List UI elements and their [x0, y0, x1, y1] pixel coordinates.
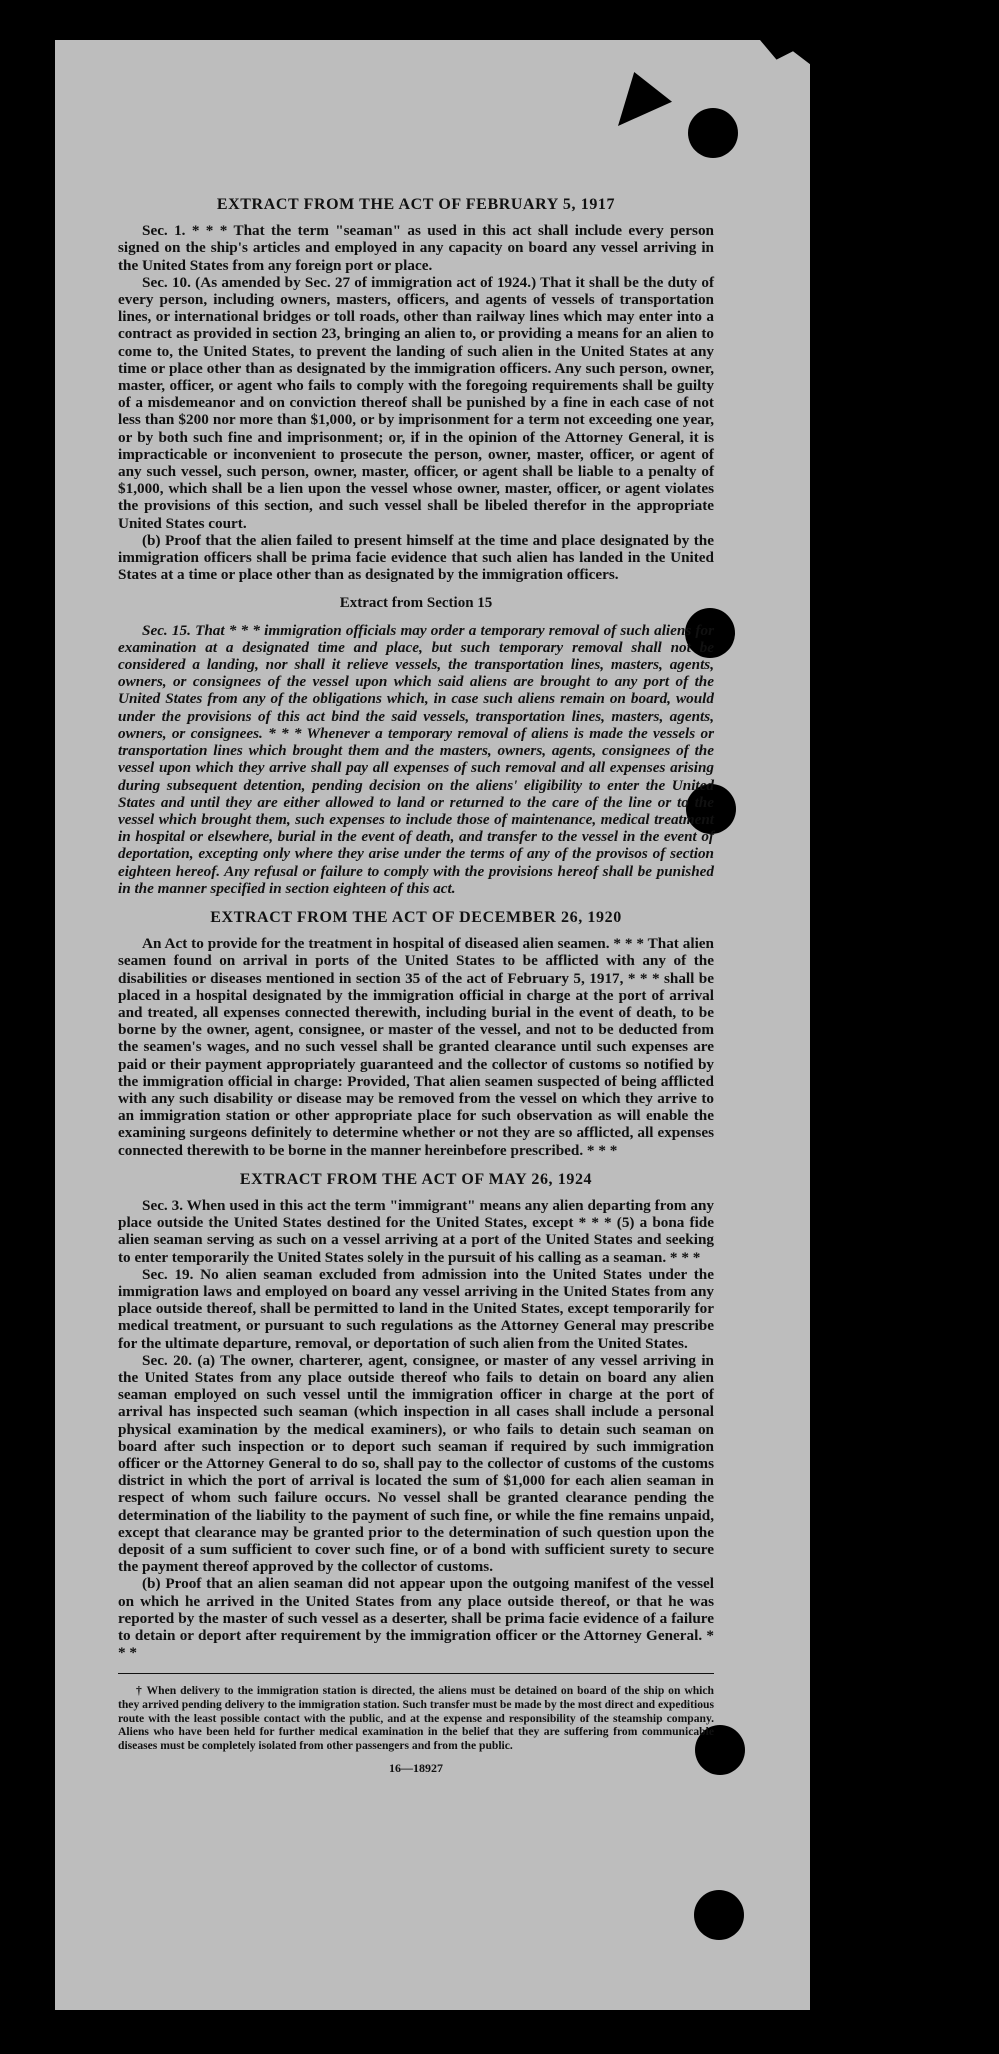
heading-act-1920: EXTRACT FROM THE ACT OF DECEMBER 26, 1920 — [210, 908, 622, 926]
heading-section-15: Extract from Section 15 — [339, 595, 493, 612]
paragraph-sec-10-b: (b) Proof that the alien failed to present himself at the time and place designated by the immigration officers shall be prima facie evidence that such alien has landed in the United States at a time or place other than as designated by the immigration officers. — [118, 531, 714, 584]
paragraph-sec-19: Sec. 19. No alien seaman excluded from admission into the United States under the immigration laws and employed on board any vessel arriving in the United States from any place outside thereof, shall be permitted to land in the United States, except temporarily for medical treatment, or pursuant to such regulations as the Attorney General may prescribe for the ultimate departure, removal, or deportation of such alien from the United States. — [118, 1265, 714, 1352]
punch-hole — [694, 1890, 744, 1940]
heading-act-1924: EXTRACT FROM THE ACT OF MAY 26, 1924 — [239, 1170, 593, 1188]
footnote: † When delivery to the immigration station is directed, the aliens must be detained on board of the ship on which they arrived pending delivery to the immigration station. Such transfer must be made by the most direct and expeditious route with the least possible contact with the public, and at the expense and responsibility of the steamship company. Aliens who have been held for further medical examination in the belief that they are suffering from communicable diseases must be completely isolated from other passengers and from the public. — [118, 1684, 714, 1752]
paragraph-sec-15: Sec. 15. That * * * immigration officials may order a temporary removal of such aliens for examination at a designated time and place, but such temporary removal shall not be considered a landing, nor shall it relieve vessels, the transportation lines, masters, agents, owners, or consignees of the vessel upon which said aliens are brought to any port of the United States from any of the obligations which, in case such aliens remain on board, would under the provisions of this act bind the said vessels, transportation lines, masters, agents, owners, or consignees. * * * Whenever a temporary removal of aliens is made the vessels or transportation lines which brought them and the masters, owners, agents, consignees of the vessel upon which they arrive shall pay all expenses of such removal and all expenses arising during subsequent detention, pending decision on the aliens' eligibility to enter the United States and until they are either allowed to land or returned to the care of the line or to the vessel which brought them, such expenses to include those of maintenance, medical treatment in hospital or elsewhere, burial in the event of death, and transfer to the vessel in the event of deportation, excepting only where they arise under the terms of any of the provisos of section eighteen hereof. Any refusal or failure to comply with the provisions hereof shall be punished in the manner specified in section eighteen of this act. — [118, 621, 714, 897]
punch-hole — [688, 108, 738, 158]
footnote-divider — [118, 1673, 714, 1674]
paragraph-act-1920: An Act to provide for the treatment in hospital of diseased alien seamen. * * * That alien seamen found on arrival in ports of the United States to be afflicted with any of the disabilities or diseases mentioned in section 35 of the act of February 5, 1917, * * * shall be placed in a hospital designated by the immigration official in charge at the port of arrival and treated, all expenses connected therewith, including burial in the event of death, to be borne by the owner, agent, consignee, or master of the vessel, and not to be deducted from the seamen's wages, and no such vessel shall be granted clearance until such expenses are paid or their payment appropriately guaranteed and the collector of customs so notified by the immigration official in charge: Provided, That alien seamen suspected of being afflicted with any such disability or disease may be removed from the vessel on which they arrive to an immigration station or other appropriate place for such observation as will enable the examining surgeons definitely to determine whether or not they are so afflicted, all expenses connected therewith to be borne in the manner hereinbefore prescribed. * * * — [118, 935, 714, 1159]
paragraph-sec-20: Sec. 20. (a) The owner, charterer, agent, consignee, or master of any vessel arriving in the United States from any place outside thereof who fails to detain on board any alien seaman employed on such vessel until the immigration officer in charge at the port of arrival has inspected such seaman (which inspection in all cases shall include a personal physical examination by the medical examiners), or who fails to detain such seaman on board after such inspection or to deport such seaman if required by such immigration officer or the Attorney General to do so, shall pay to the collector of customs of the customs district in which the port of arrival is located the sum of $1,000 for each alien seaman in respect of whom such failure occurs. No vessel shall be granted clearance pending the determination of the liability to the payment of such fine, or while the fine remains unpaid, except that clearance may be granted prior to the determination of such question upon the deposit of a sum sufficient to cover such fine, or of a bond with sufficient surety to secure the payment thereof approved by the collector of customs. — [118, 1351, 714, 1576]
paragraph-sec-3: Sec. 3. When used in this act the term "immigrant" means any alien departing from any place outside the United States destined for the United States, except * * * (5) a bona fide alien seaman serving as such on a vessel arriving at a port of the United States and seeking to enter temporarily the United States solely in the pursuit of his calling as a seaman. * * * — [118, 1196, 714, 1266]
paragraph-sec-10: Sec. 10. (As amended by Sec. 27 of immigration act of 1924.) That it shall be the duty of every person, including owners, masters, officers, and agents of vessels of transportation lines, or international bridges or toll roads, other than railway lines which may enter into a contract as provided in section 23, bringing an alien to, or providing a means for an alien to come to, the United States, to prevent the landing of such alien in the United States at any time or place other than as designated by the immigration officers. Any such person, owner, master, officer, or agent who fails to comply with the foregoing requirements shall be guilty of a misdemeanor and on conviction thereof shall be punished by a fine in each case of not less than $200 nor more than $1,000, or by imprisonment for a term not exceeding one year, or by both such fine and imprisonment; or, if in the opinion of the Attorney General, it is impracticable or inconvenient to prosecute the person, owner, master, officer, or agent of any such vessel, such person, owner, master, officer, or agent shall be liable to a penalty of $1,000, which shall be a lien upon the vessel whose owner, master, officer, or agent violates the provisions of this section, and such vessel shall be libeled therefor in the appropriate United States court. — [118, 273, 714, 532]
print-number: 16—18927 — [389, 1761, 443, 1776]
heading-act-1917: EXTRACT FROM THE ACT OF FEBRUARY 5, 1917 — [216, 196, 616, 213]
paragraph-sec-1: Sec. 1. * * * That the term "seaman" as used in this act shall include every person signed on the ship's articles and employed in any capacity on board any vessel arriving in the United States from any foreign port or place. — [118, 222, 714, 274]
document-text — [118, 196, 714, 1778]
paragraph-sec-20-b: (b) Proof that an alien seaman did not appear upon the outgoing manifest of the vessel on which he arrived in the United States from any place outside thereof, or that he was reported by the master of such vessel as a deserter, shall be prima facie evidence of a failure to detain or deport after requirement by the immigration officer or the Attorney General. * * * — [118, 1575, 714, 1662]
